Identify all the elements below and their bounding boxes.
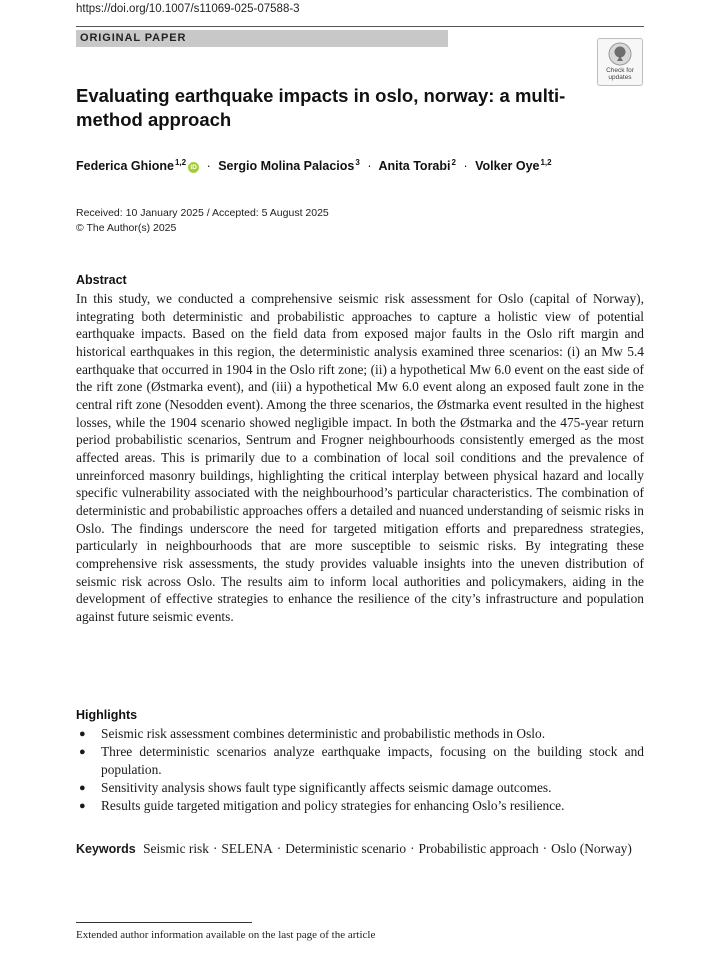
author-separator: · bbox=[367, 159, 372, 173]
bullet-icon: ● bbox=[79, 728, 86, 740]
author-name[interactable]: Volker Oye bbox=[475, 159, 540, 173]
highlight-text: Results guide targeted mitigation and policy strategies for enhancing Oslo’s resilience. bbox=[101, 798, 565, 813]
article-type-label: ORIGINAL PAPER bbox=[76, 30, 448, 47]
highlight-item bbox=[76, 797, 644, 815]
highlight-item bbox=[76, 743, 644, 779]
footnote-text: Extended author information available on the last page of the article bbox=[76, 929, 376, 941]
keyword[interactable]: Seismic risk bbox=[143, 841, 209, 856]
highlight-text: Sensitivity analysis shows fault type significantly affects seismic damage outcomes. bbox=[101, 780, 552, 795]
highlight-item bbox=[76, 779, 644, 797]
keyword[interactable]: Deterministic scenario bbox=[285, 841, 407, 856]
highlight-text: Seismic risk assessment combines deterministic and probabilistic methods in Oslo. bbox=[101, 726, 546, 741]
keyword[interactable]: Probabilistic approach bbox=[418, 841, 539, 856]
check-for-updates-label bbox=[598, 67, 642, 81]
author-affiliation: 3 bbox=[355, 158, 360, 167]
abstract-text: In this study, we conducted a comprehensive seismic risk assessment for Oslo (capital of Norway), integrating both deterministic and probabilistic approaches to capture a holistic view of potential earthquake impacts. Based on the field data from exposed major faults in the Oslo rift margin and historical earthquakes in this region, the deterministic analysis examined three scenarios: (i) an Mw 5.4 earthquake that occurred in 1904 in the Oslo rift zone; (ii) a hypothetical Mw 6.0 event on the east side of the rift zone (Østmarka event), and (iii) a hypothetical Mw 6.0 event along an exposed fault zone in the central rift zone (Nesodden event). Among the three scenarios, the Østmarka event resulted in the highest losses, while the 1904 scenario showed negligible impact. In both the Østmarka and the 475-year return period probabilistic scenarios, Sentrum and Frogner neighbourhoods consistently emerged as the most affected areas. This is primarily due to a combination of local soil conditions and the prevalence of unreinforced masonry buildings, highlighting the critical interplay between physical hazard and locally specific vulnerability associated with the neighbourhood’s particular characteristics. The combination of deterministic and probabilistic approaches offers a detailed and nuanced understanding of seismic risks in Oslo. The findings underscore the need for targeted mitigation efforts and preparedness strategies, particularly in neighbourhoods that are more susceptible to seismic risks. By integrating these comprehensive risk assessments, the study provides valuable insights into the uneven distribution of seismic risk across Oslo. The results aim to inform local authorities and policymakers, aiding in the development of effective strategies to enhance the resilience of the city’s infrastructure and population against future seismic events. bbox=[76, 291, 644, 624]
paper-title: Evaluating earthquake impacts in oslo, norway: a multi-method approach bbox=[76, 85, 566, 130]
highlight-text: Three deterministic scenarios analyze earthquake impacts, focusing on the building stock and population. bbox=[101, 744, 644, 777]
footnote-rule bbox=[76, 922, 252, 923]
author-affiliation: 1,2 bbox=[540, 158, 552, 167]
check-line2: updates bbox=[608, 74, 632, 81]
author-name[interactable]: Anita Torabi bbox=[378, 159, 451, 173]
check-line1: Check for bbox=[606, 67, 634, 74]
author-separator: · bbox=[206, 159, 211, 173]
copyright-notice: © The Author(s) 2025 bbox=[76, 222, 177, 234]
keyword[interactable]: Oslo (Norway) bbox=[551, 841, 632, 856]
abstract-heading: Abstract bbox=[76, 273, 127, 287]
check-for-updates-badge[interactable] bbox=[597, 38, 643, 86]
bullet-icon: ● bbox=[79, 746, 86, 758]
highlight-item bbox=[76, 725, 644, 743]
highlights-heading: Highlights bbox=[76, 708, 138, 722]
author-name[interactable]: Federica Ghione bbox=[76, 159, 174, 173]
keyword-separator: · bbox=[276, 841, 282, 856]
keyword-separator: · bbox=[410, 841, 415, 856]
publication-dates bbox=[76, 206, 329, 236]
author-affiliation: 2 bbox=[451, 158, 456, 167]
author-separator: · bbox=[463, 159, 468, 173]
doi-link[interactable]: https://doi.org/10.1007/s11069-025-07588-3 bbox=[76, 3, 300, 15]
bullet-icon: ● bbox=[79, 800, 86, 812]
author-list bbox=[76, 158, 676, 173]
keywords-label: Keywords bbox=[76, 842, 136, 856]
keyword-separator: · bbox=[542, 841, 548, 856]
header-rule bbox=[76, 26, 644, 27]
keyword-separator: · bbox=[212, 841, 218, 856]
highlights-list bbox=[76, 725, 644, 815]
received-accepted-dates: Received: 10 January 2025 / Accepted: 5 August 2025 bbox=[76, 207, 329, 219]
bullet-icon: ● bbox=[79, 782, 86, 794]
crossmark-icon bbox=[608, 42, 632, 66]
author-name[interactable]: Sergio Molina Palacios bbox=[218, 159, 355, 173]
orcid-icon[interactable]: iD bbox=[188, 162, 199, 173]
author-affiliation: 1,2 bbox=[174, 158, 187, 167]
keywords-section bbox=[76, 840, 644, 858]
keyword[interactable]: SELENA bbox=[221, 841, 273, 856]
